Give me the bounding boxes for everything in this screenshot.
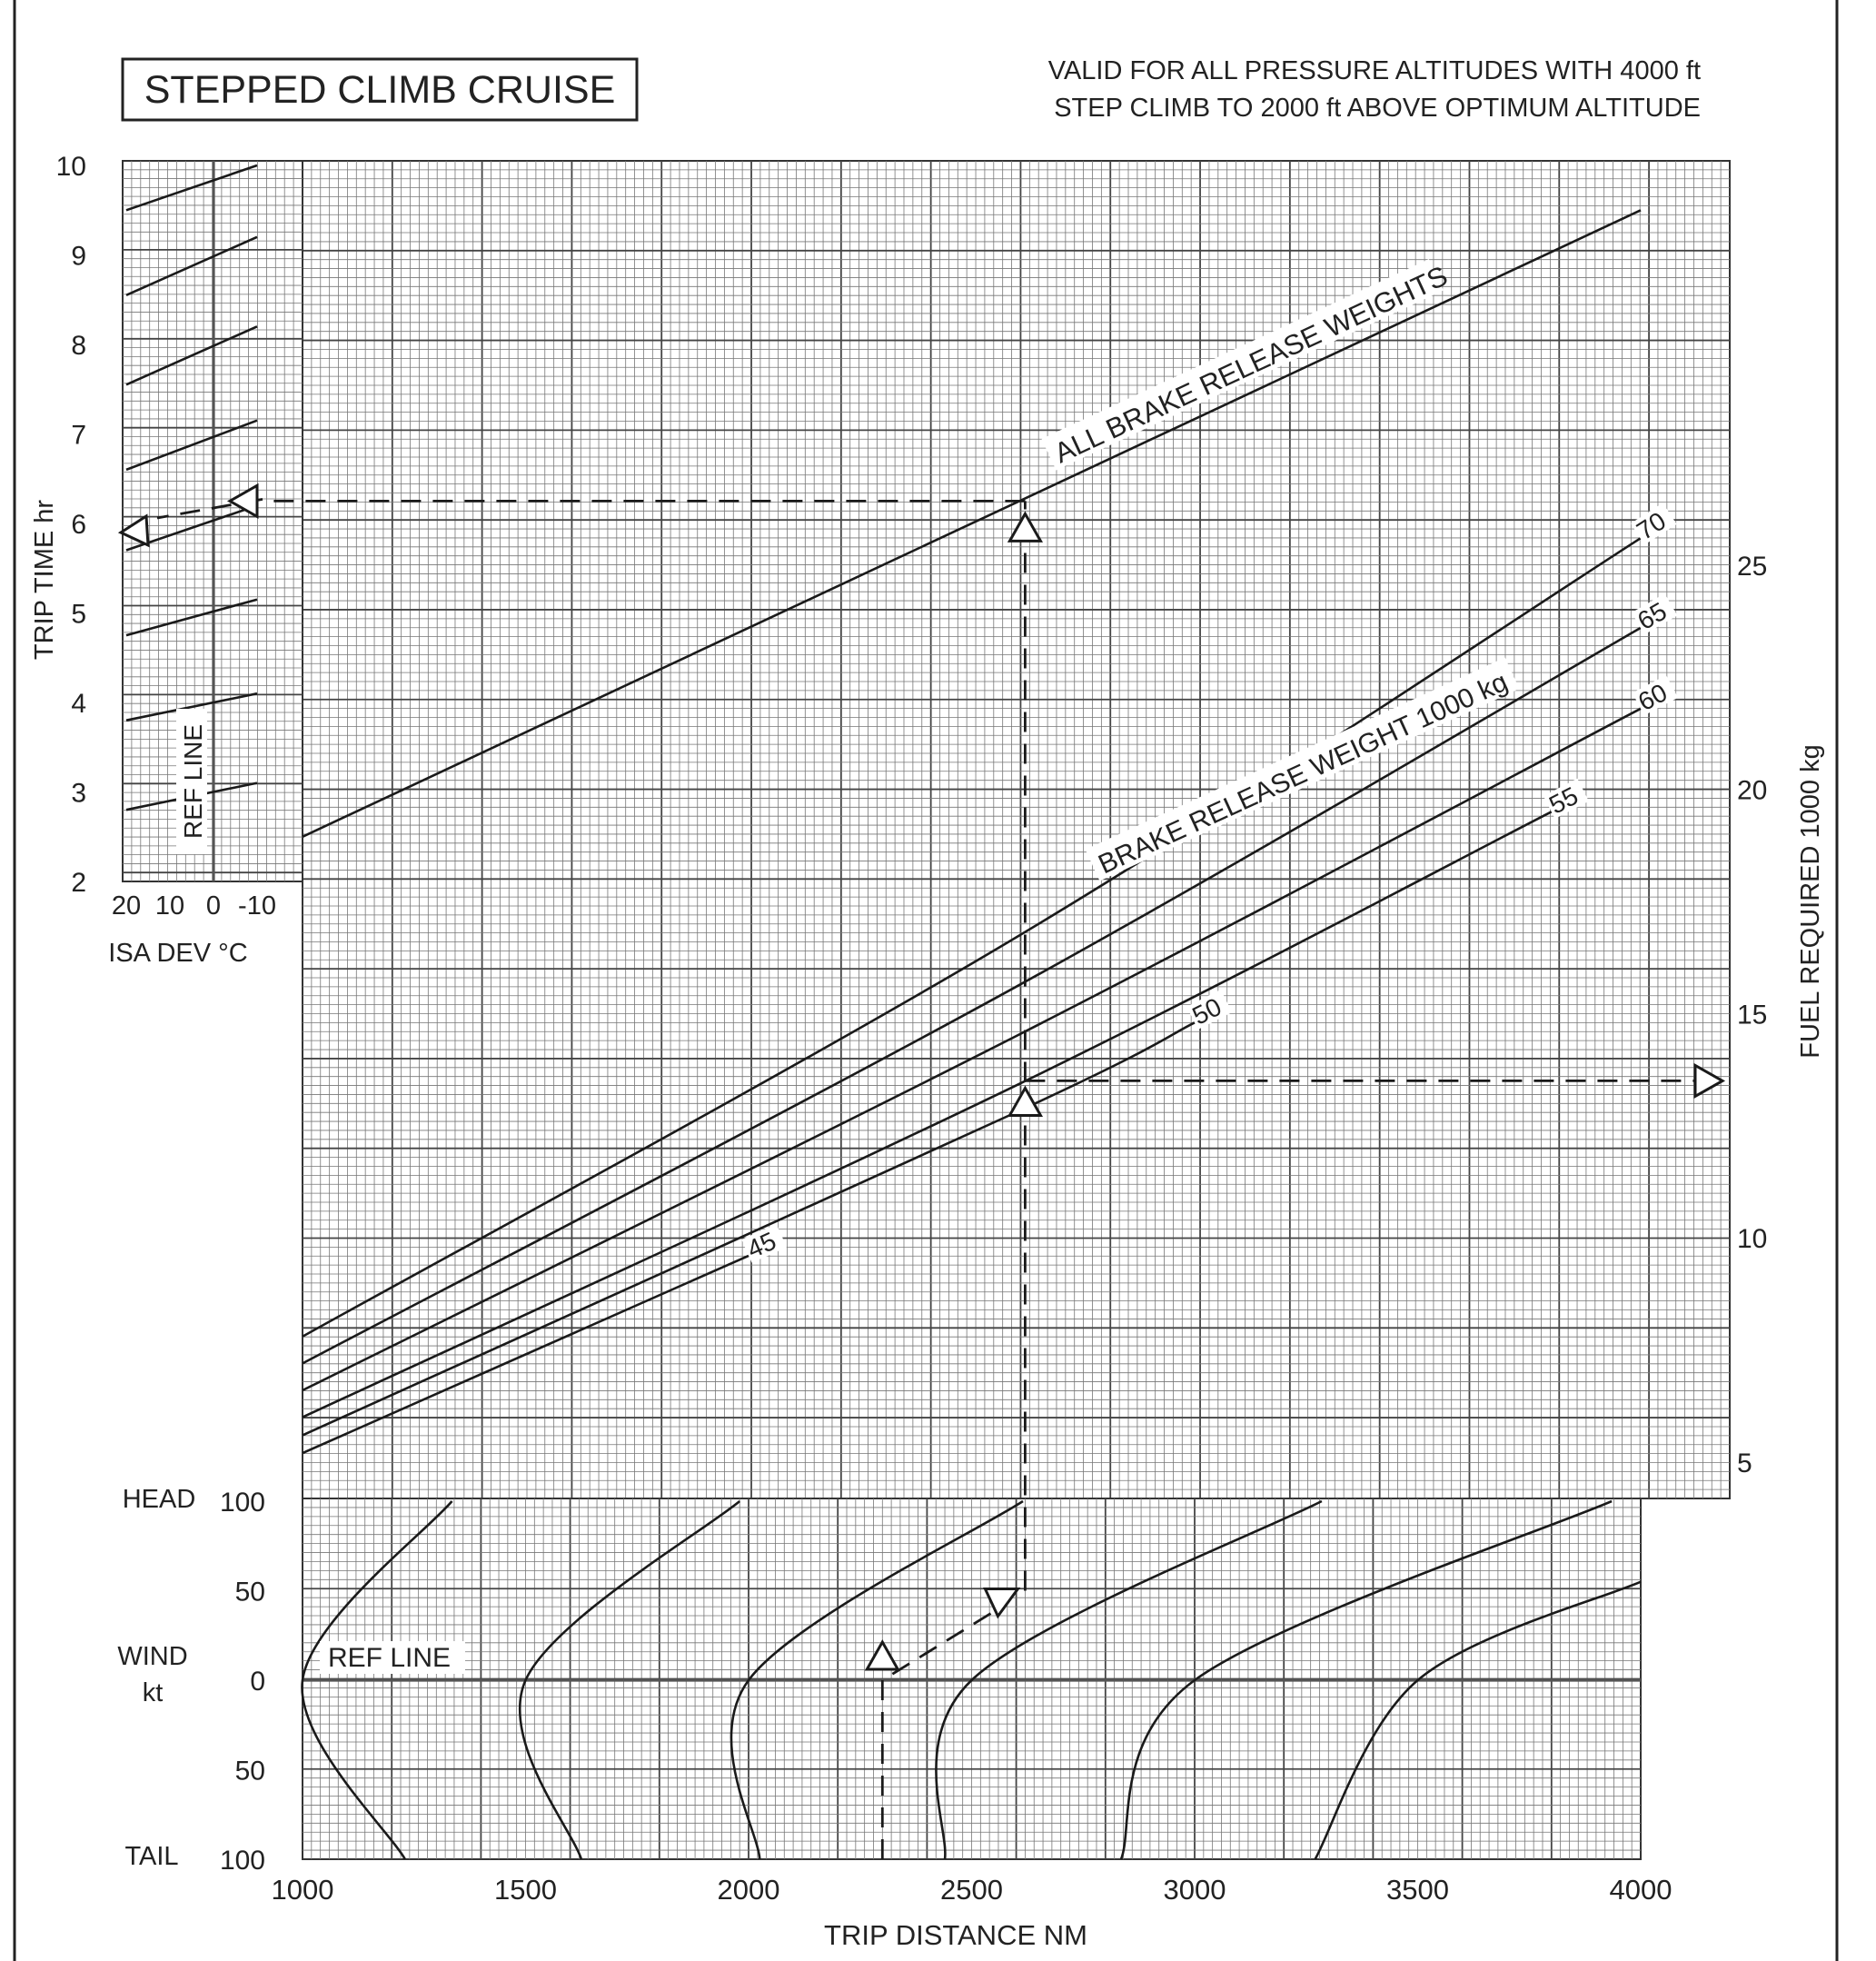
trip-time-tick-4: 4 xyxy=(71,689,86,719)
wind-ref-line-label: REF LINE xyxy=(328,1643,452,1673)
fuel-tick-20: 20 xyxy=(1737,775,1768,806)
fuel-tick-5: 5 xyxy=(1737,1448,1752,1478)
wind-tick-0: 100 xyxy=(219,1488,265,1518)
trip-time-tick-5: 5 xyxy=(71,599,86,630)
fuel-tick-10: 10 xyxy=(1737,1224,1768,1255)
isa-tick-2: 0 xyxy=(205,891,222,921)
grid-background xyxy=(123,161,1730,1859)
trip-time-tick-2: 2 xyxy=(71,868,86,898)
fuel-tick-25: 25 xyxy=(1737,551,1768,582)
wind-tick-2: 0 xyxy=(250,1667,265,1697)
wind-tick-1: 50 xyxy=(234,1577,265,1608)
distance-tick-3500: 3500 xyxy=(1386,1874,1449,1906)
isa-tick-3: -10 xyxy=(238,891,276,921)
isa-tick-1: 10 xyxy=(154,891,185,921)
distance-tick-2000: 2000 xyxy=(717,1874,780,1906)
distance-tick-1000: 1000 xyxy=(271,1874,334,1906)
fuel-curve-label-65: 65 xyxy=(1633,596,1672,636)
distance-tick-2500: 2500 xyxy=(940,1874,1003,1906)
distance-tick-3000: 3000 xyxy=(1163,1874,1226,1906)
wind-axis-unit: kt xyxy=(142,1678,164,1707)
trip-time-tick-10: 10 xyxy=(55,152,86,182)
distance-tick-4000: 4000 xyxy=(1609,1874,1673,1906)
isa-ref-line-label: REF LINE xyxy=(179,723,207,840)
wind-head-label: HEAD xyxy=(122,1485,196,1514)
trip-time-axis-title: TRIP TIME hr xyxy=(30,499,59,661)
isa-tick-0: 20 xyxy=(111,891,142,921)
distance-axis-title: TRIP DISTANCE NM xyxy=(824,1919,1087,1951)
fuel-curve-label-45: 45 xyxy=(742,1226,780,1264)
fuel-curve-label-60: 60 xyxy=(1633,678,1673,717)
trip-time-tick-7: 7 xyxy=(71,420,86,451)
fuel-tick-15: 15 xyxy=(1737,1000,1768,1030)
wind-tick-3: 50 xyxy=(234,1756,265,1787)
trip-time-tick-6: 6 xyxy=(71,510,86,540)
wind-axis-title: WIND xyxy=(117,1642,188,1671)
trip-time-tick-8: 8 xyxy=(71,331,86,361)
trip-time-tick-3: 3 xyxy=(71,778,86,809)
trip-time-tick-9: 9 xyxy=(71,241,86,272)
fuel-axis-title: FUEL REQUIRED 1000 kg xyxy=(1796,744,1825,1059)
isa-axis-title: ISA DEV °C xyxy=(108,939,248,968)
all-weights-curve-label: ALL BRAKE RELEASE WEIGHTS xyxy=(1049,259,1453,470)
note-line-2: STEP CLIMB TO 2000 ft ABOVE OPTIMUM ALTITUDE xyxy=(1054,94,1701,123)
distance-tick-1500: 1500 xyxy=(494,1874,557,1906)
wind-tick-4: 100 xyxy=(219,1846,265,1876)
weight-curve-label: BRAKE RELEASE WEIGHT 1000 kg xyxy=(1094,666,1513,881)
fuel-curve-label-50: 50 xyxy=(1187,992,1226,1030)
note-line-1: VALID FOR ALL PRESSURE ALTITUDES WITH 4000 ft xyxy=(1047,56,1701,85)
wind-tail-label: TAIL xyxy=(124,1842,179,1871)
fuel-curve-label-55: 55 xyxy=(1544,781,1583,820)
chart-title: STEPPED CLIMB CRUISE xyxy=(144,68,616,112)
fuel-curve-label-70: 70 xyxy=(1632,506,1672,546)
